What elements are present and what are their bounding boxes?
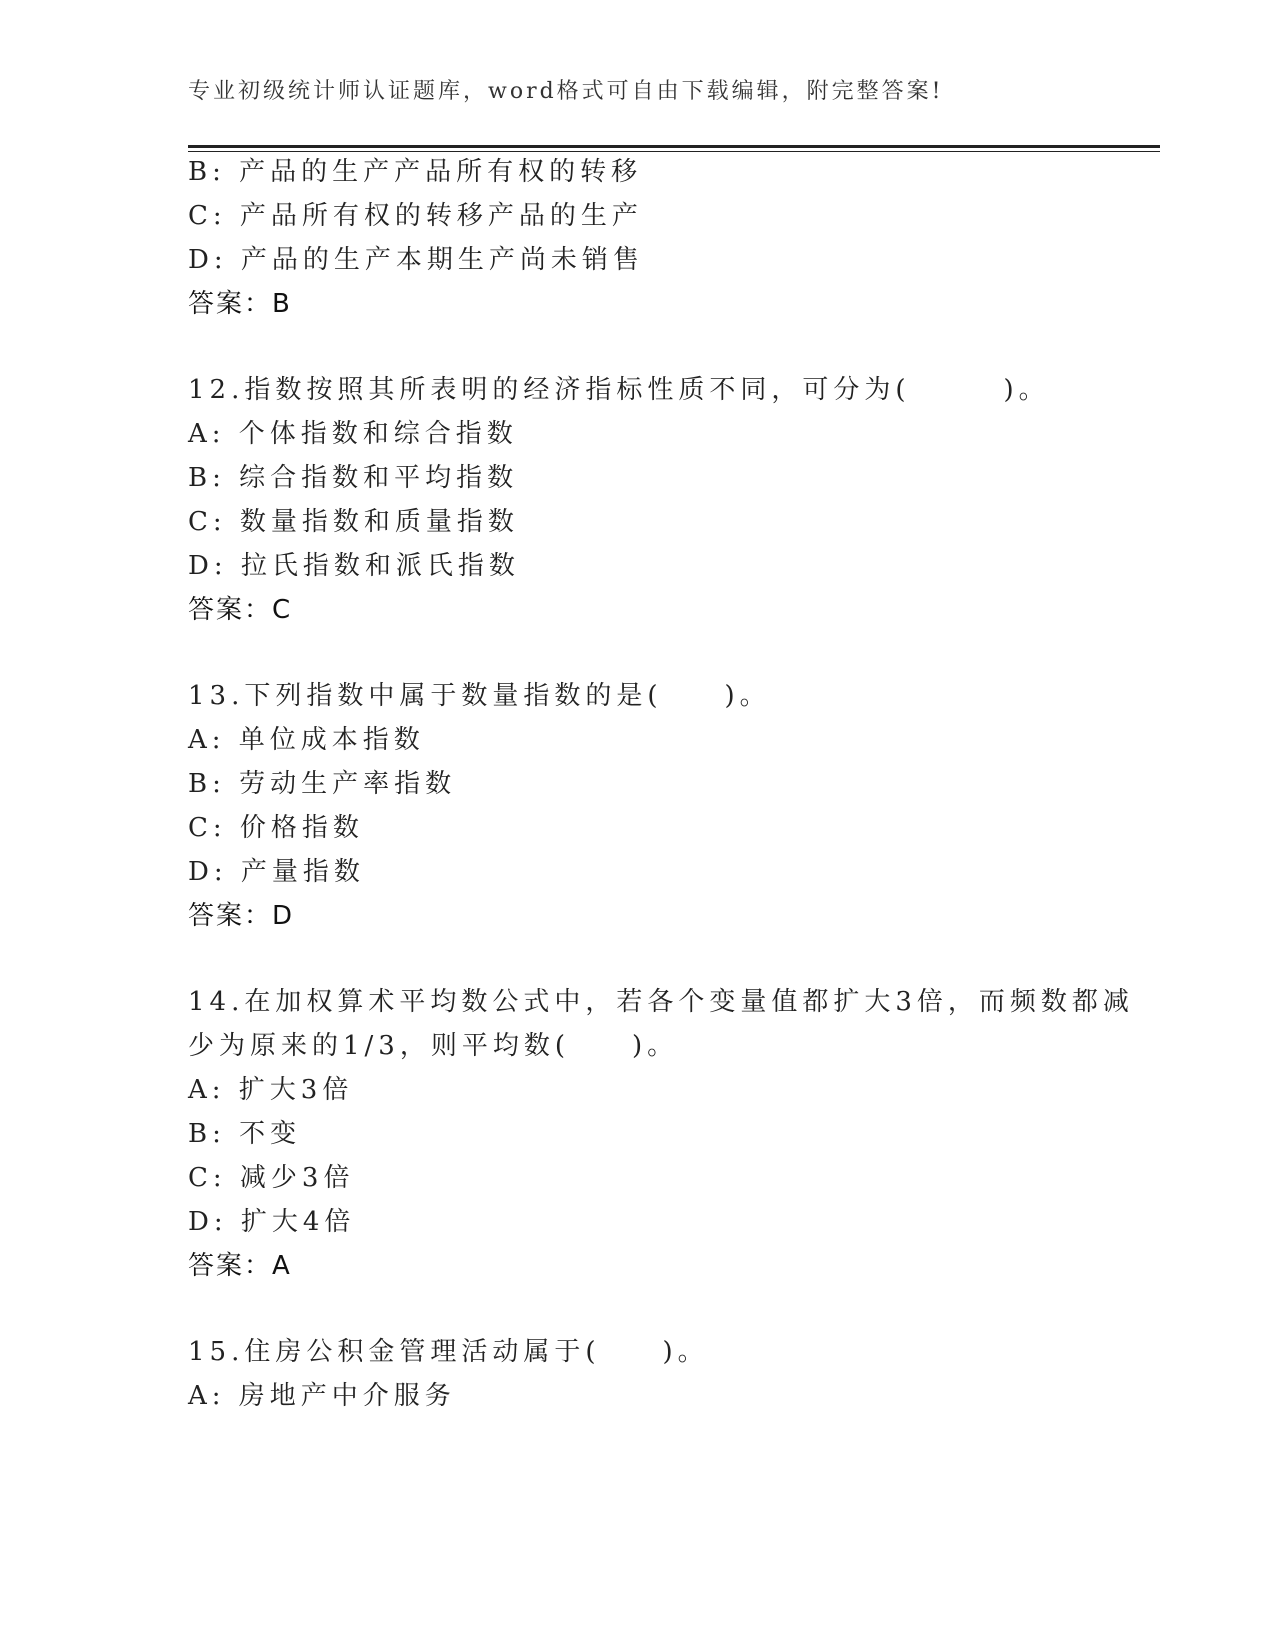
option-b: B: 产品的生产产品所有权的转移 bbox=[188, 157, 643, 187]
option-b: B: 综合指数和平均指数 bbox=[188, 463, 519, 493]
option-a: A: 房地产中介服务 bbox=[188, 1381, 456, 1411]
question-14-title-line2: 少为原来的1/3，则平均数( )。 bbox=[188, 1031, 679, 1061]
option-d: D: 扩大4倍 bbox=[188, 1207, 356, 1237]
question-15-title: 15.住房公积金管理活动属于( )。 bbox=[188, 1337, 709, 1367]
option-d: D: 拉氏指数和派氏指数 bbox=[188, 551, 520, 581]
question-14-title-line1: 14.在加权算术平均数公式中，若各个变量值都扩大3倍，而频数都减 bbox=[188, 987, 1134, 1017]
option-c: C: 减少3倍 bbox=[188, 1163, 355, 1193]
option-b: B: 劳动生产率指数 bbox=[188, 769, 457, 799]
answer-label: 答案：D bbox=[188, 901, 295, 931]
option-d: D: 产品的生产本期生产尚未销售 bbox=[188, 245, 644, 275]
question-13-title: 13.下列指数中属于数量指数的是( )。 bbox=[188, 681, 771, 711]
page-header: 专业初级统计师认证题库，word格式可自由下载编辑，附完整答案! bbox=[188, 79, 944, 104]
option-c: C: 价格指数 bbox=[188, 813, 364, 843]
option-a: A: 单位成本指数 bbox=[188, 725, 425, 755]
header-rule-thin bbox=[188, 151, 1160, 152]
answer-label: 答案：B bbox=[188, 289, 292, 319]
option-b: B: 不变 bbox=[188, 1119, 302, 1149]
answer-label: 答案：A bbox=[188, 1251, 292, 1281]
option-a: A: 个体指数和综合指数 bbox=[188, 419, 518, 449]
option-a: A: 扩大3倍 bbox=[188, 1075, 354, 1105]
question-12-title: 12.指数按照其所表明的经济指标性质不同，可分为( )。 bbox=[188, 375, 1050, 405]
option-d: D: 产量指数 bbox=[188, 857, 365, 887]
answer-label: 答案：C bbox=[188, 595, 293, 625]
header-rule-thick bbox=[188, 145, 1160, 148]
option-c: C: 产品所有权的转移产品的生产 bbox=[188, 201, 643, 231]
option-c: C: 数量指数和质量指数 bbox=[188, 507, 519, 537]
